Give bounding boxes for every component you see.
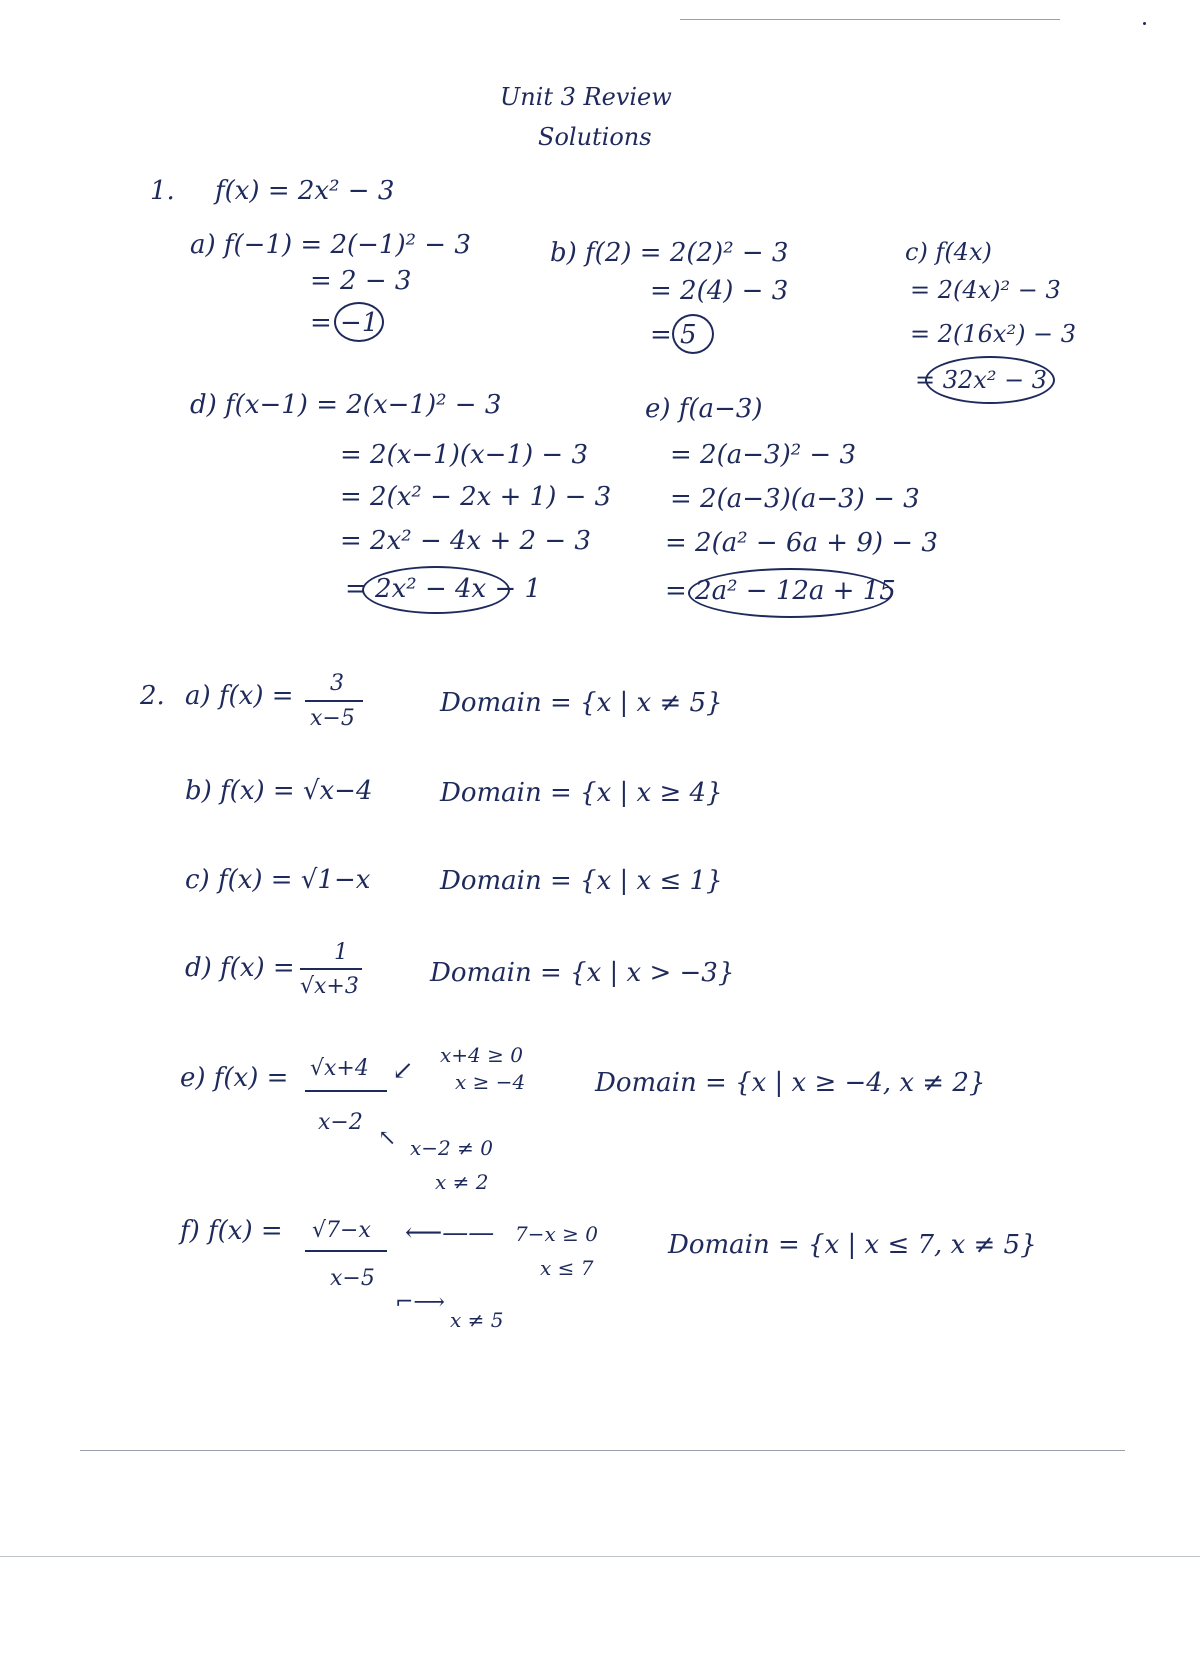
q2a-label: a) f(x) = (185, 681, 294, 711)
q1e-line1: e) f(a−3) (645, 394, 763, 424)
q2e-fraction-bar (305, 1090, 387, 1092)
q2e-arrow-2: ↖ (378, 1126, 397, 1151)
q2f-note2: x ≠ 5 (450, 1308, 504, 1332)
q2f-numerator: √7−x (312, 1218, 371, 1243)
q1d-line3: = 2(x² − 2x + 1) − 3 (340, 482, 612, 512)
q2d-denominator: √x+3 (300, 974, 359, 999)
q1e-line4: = 2(a² − 6a + 9) − 3 (665, 528, 938, 558)
page-title: Unit 3 Review (500, 83, 672, 111)
q1e-answer-circle (688, 568, 893, 618)
q2a-domain: Domain = {x | x ≠ 5} (440, 688, 723, 718)
q2f-note1b: x ≤ 7 (540, 1256, 594, 1280)
top-scan-rule (680, 19, 1060, 20)
q1e-line5: = 2a² − 12a + 15 (665, 576, 896, 606)
q1c-line1: c) f(4x) (905, 238, 992, 266)
corner-mark (1143, 22, 1146, 25)
q1a-line2: = 2 − 3 (310, 266, 412, 296)
q2f-arrow-2: ⌐⟶ (395, 1290, 445, 1315)
q2d-domain: Domain = {x | x > −3} (430, 958, 735, 988)
page-subtitle: Solutions (538, 123, 652, 151)
q1d-line2: = 2(x−1)(x−1) − 3 (340, 440, 589, 470)
q1e-line3: = 2(a−3)(a−3) − 3 (670, 484, 920, 514)
q2f-label: f) f(x) = (180, 1216, 283, 1246)
q1c-line4: = 32x² − 3 (915, 366, 1048, 394)
q1b-line3: = 5 (650, 320, 697, 350)
q1e-line2: = 2(a−3)² − 3 (670, 440, 856, 470)
q2e-arrow-1: ↙ (392, 1056, 414, 1086)
footer-scan-rule (0, 1556, 1200, 1557)
q1d-line5: = 2x² − 4x − 1 (345, 574, 542, 604)
q2e-note2a: x−2 ≠ 0 (410, 1136, 493, 1160)
question-1-number: 1. (150, 176, 175, 206)
q1c-line2: = 2(4x)² − 3 (910, 276, 1061, 304)
q1a-line1: a) f(−1) = 2(−1)² − 3 (190, 230, 471, 260)
bottom-scan-rule (80, 1450, 1125, 1451)
question-2-number: 2. (140, 681, 165, 711)
q1b-line2: = 2(4) − 3 (650, 276, 789, 306)
q2c-domain: Domain = {x | x ≤ 1} (440, 866, 723, 896)
q2d-numerator: 1 (334, 940, 348, 965)
q2e-numerator: √x+4 (310, 1056, 369, 1081)
q1-function: f(x) = 2x² − 3 (215, 176, 395, 206)
q2f-fraction-bar (305, 1250, 387, 1252)
q2a-denominator: x−5 (310, 706, 355, 731)
q2e-note1a: x+4 ≥ 0 (440, 1043, 523, 1067)
q1b-answer-circle (672, 314, 714, 354)
q1b-line1: b) f(2) = 2(2)² − 3 (550, 238, 789, 268)
q2d-label: d) f(x) = (185, 953, 295, 983)
q2e-denominator: x−2 (318, 1110, 363, 1135)
q2e-label: e) f(x) = (180, 1063, 289, 1093)
q1d-line1: d) f(x−1) = 2(x−1)² − 3 (190, 390, 502, 420)
q2e-note1b: x ≥ −4 (455, 1070, 526, 1094)
q1d-line4: = 2x² − 4x + 2 − 3 (340, 526, 591, 556)
q2b-label: b) f(x) = √x−4 (185, 776, 373, 806)
q2a-numerator: 3 (330, 671, 344, 696)
q2f-note1a: 7−x ≥ 0 (515, 1222, 598, 1246)
q2d-fraction-bar (300, 968, 362, 970)
q2e-note2b: x ≠ 2 (435, 1170, 489, 1194)
q2f-denominator: x−5 (330, 1266, 375, 1291)
q2f-domain: Domain = {x | x ≤ 7, x ≠ 5} (668, 1230, 1037, 1260)
q2e-domain: Domain = {x | x ≥ −4, x ≠ 2} (595, 1068, 986, 1098)
q1c-line3: = 2(16x²) − 3 (910, 320, 1077, 348)
q2b-domain: Domain = {x | x ≥ 4} (440, 778, 723, 808)
q2f-arrow-1: ⟵—— (405, 1218, 495, 1248)
q1d-answer-circle (362, 566, 510, 614)
q1a-answer-circle (334, 302, 384, 342)
q1c-answer-circle (925, 356, 1055, 404)
q2c-label: c) f(x) = √1−x (185, 865, 371, 895)
q1a-line3: = −1 (310, 308, 379, 338)
q2a-fraction-bar (305, 700, 363, 702)
